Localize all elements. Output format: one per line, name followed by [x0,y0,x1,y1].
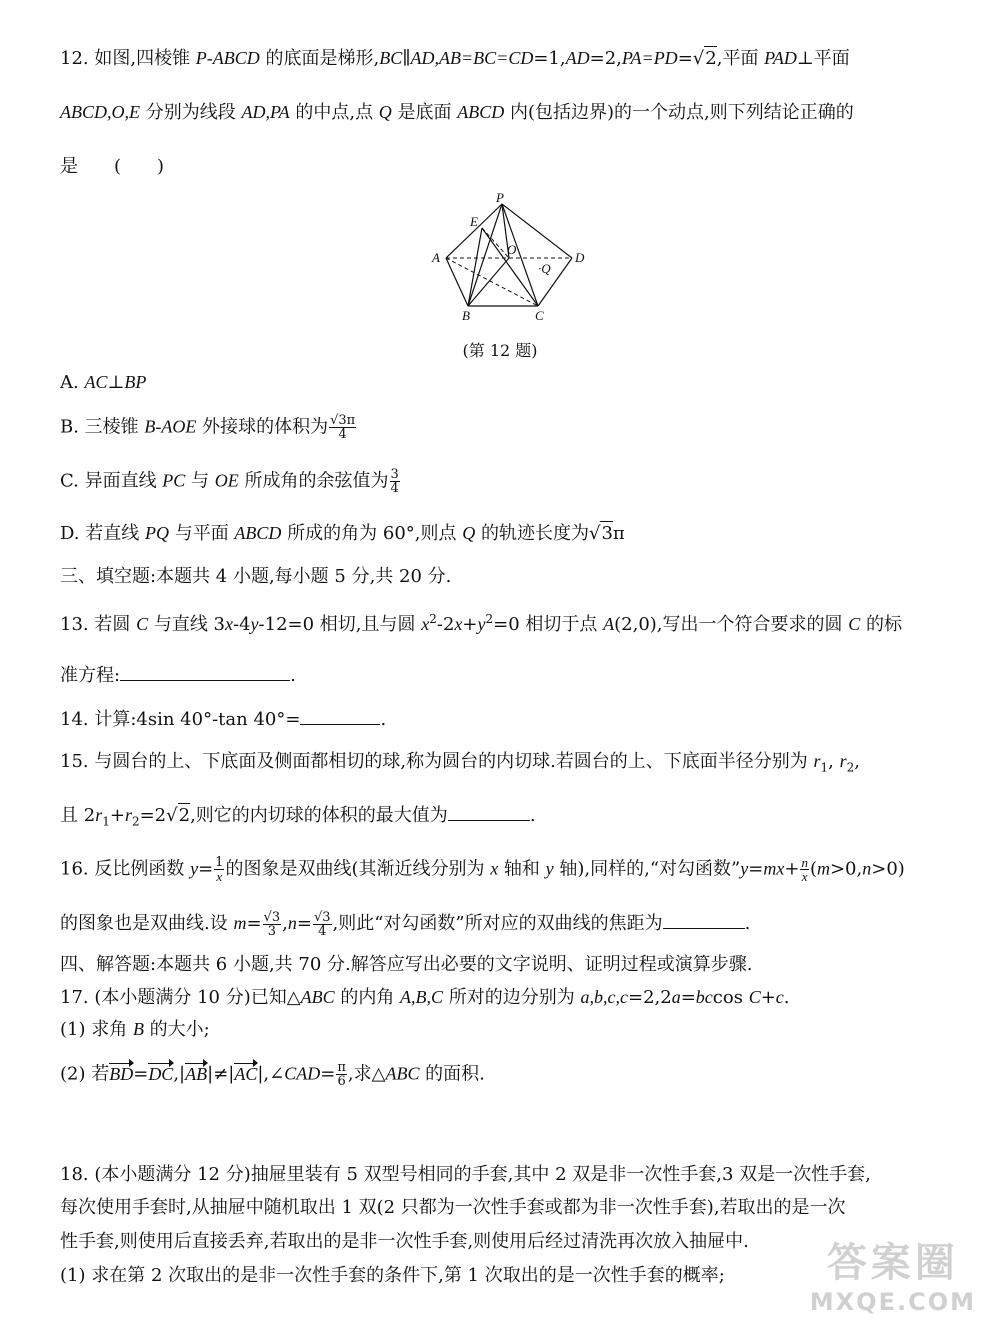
option-c: C. 异面直线 PC 与 OE 所成角的余弦值为 $\frac{3}{4}$ [60,467,399,496]
q13-line-2: 准方程: . [60,662,950,688]
q12-line-2: ABCD,O,E 分别为线段 AD,PA 的中点,点 Q 是底面 ABCD 内(包括边界)的一个动点,则下列结论正确的 [60,102,854,123]
q16-line-1: 16. 反比例函数 y= $\frac{1}{x}$ 的图象是双曲线(其渐近线分别为 x 轴和 y 轴),同样的,“对勾函数”y=mx+ $\frac{n}{x}$ (m>0,n>0) [60,855,905,884]
q18-line-2: 每次使用手套时,从抽屉中随机取出 1 双(2 只都为一次性手套或都为非一次性手套),若取出的是一次 [60,1197,846,1218]
q16-line-2: 的图象也是双曲线.设 m= $\frac{√3}{3}$ ,n= $\frac{√3}{4}$ ,则此“对勾函数”所对应的双曲线的焦距为 . [60,909,751,939]
edge-BO [468,258,509,306]
q14-line: 14. 计算:4sin 40°-tan 40°= . [60,706,950,732]
label-E: E [470,214,478,229]
label-P: P [496,190,504,205]
q18-line-1: 18. (本小题满分 12 分)抽屉里装有 5 双型号相同的手套,其中 2 双是非一次性手套,3 双是一次性手套, [60,1164,871,1185]
section-4-heading: 四、解答题:本题共 6 小题,共 70 分.解答应写出必要的文字说明、证明过程或演算步骤. [60,954,753,975]
q15-line-2: 且 $2r_1+r_2=2√2$,则它的内切球的体积的最大值为 . [60,802,950,834]
q17-part-1: (1) 求角 B 的大小; [60,1019,210,1040]
edge-EC [482,228,538,306]
q12-line-3: 是 ( ) [60,156,165,177]
q17-line-1: 17. (本小题满分 10 分)已知△ABC 的内角 A,B,C 所对的边分别为 a,b,c,c=2,2a=bccos C+c. [60,987,790,1008]
q16-answer-blank[interactable] [663,910,745,929]
label-D: D [575,250,585,265]
q15-line-1: 15. 与圆台的上、下底面及侧面都相切的球,称为圆台的内切球.若圆台的上、下底面半径分别为 $r_1$, $r_2$, [60,751,861,775]
edge-AB [446,258,468,306]
q15-answer-blank[interactable] [448,802,530,821]
q17-part-2: (2) 若BD=DC,|AB|≠|AC|,∠CAD= $\frac{\pi}{6}$ ,求△ABC 的面积. [60,1060,485,1089]
option-d: D. 若直线 PQ 与平面 ABCD 所成的角为 60°,则点 Q 的轨迹长度为√3π [60,523,625,544]
option-b: B. 三棱锥 B-AOE 外接球的体积为 $\frac{√3\pi}{4}$ [60,413,356,442]
watermark-logo: 答案圈 MXQE.COM [809,1240,976,1316]
figure-caption: (第 12 题) [462,341,538,360]
q12-line-1: 12. 如图,四棱锥 P-ABCD 的底面是梯形,BC∥AD,AB=BC=CD=1,AD=2,PA=PD=√2,平面 PAD⊥平面 [60,48,850,69]
label-Q: ·Q [538,261,551,276]
edge-BE [468,228,482,306]
q13-line-1: 13. 若圆 C 与直线 3x-4y-12=0 相切,且与圆 $x^2-2x+y^2=0$ 相切于点 A(2,0),写出一个符合要求的圆 C 的标 [60,612,903,635]
label-O: O [507,242,517,257]
q18-line-3: 性手套,则使用后直接丢弃,若取出的是非一次性手套,则使用后经过清洗再次放入抽屉中. [60,1231,749,1252]
label-A: A [432,250,440,265]
q12-pyramid-figure [420,190,600,325]
section-3-heading: 三、填空题:本题共 4 小题,每小题 5 分,共 20 分. [60,566,452,587]
q13-answer-blank[interactable] [120,662,290,681]
option-a: A. AC⊥BP [60,372,147,393]
label-C: C [535,308,544,323]
q18-line-4: (1) 求在第 2 次取出的是非一次性手套的条件下,第 1 次取出的是一次性手套的概率; [60,1265,725,1286]
q14-answer-blank[interactable] [300,706,380,725]
label-B: B [462,308,470,323]
